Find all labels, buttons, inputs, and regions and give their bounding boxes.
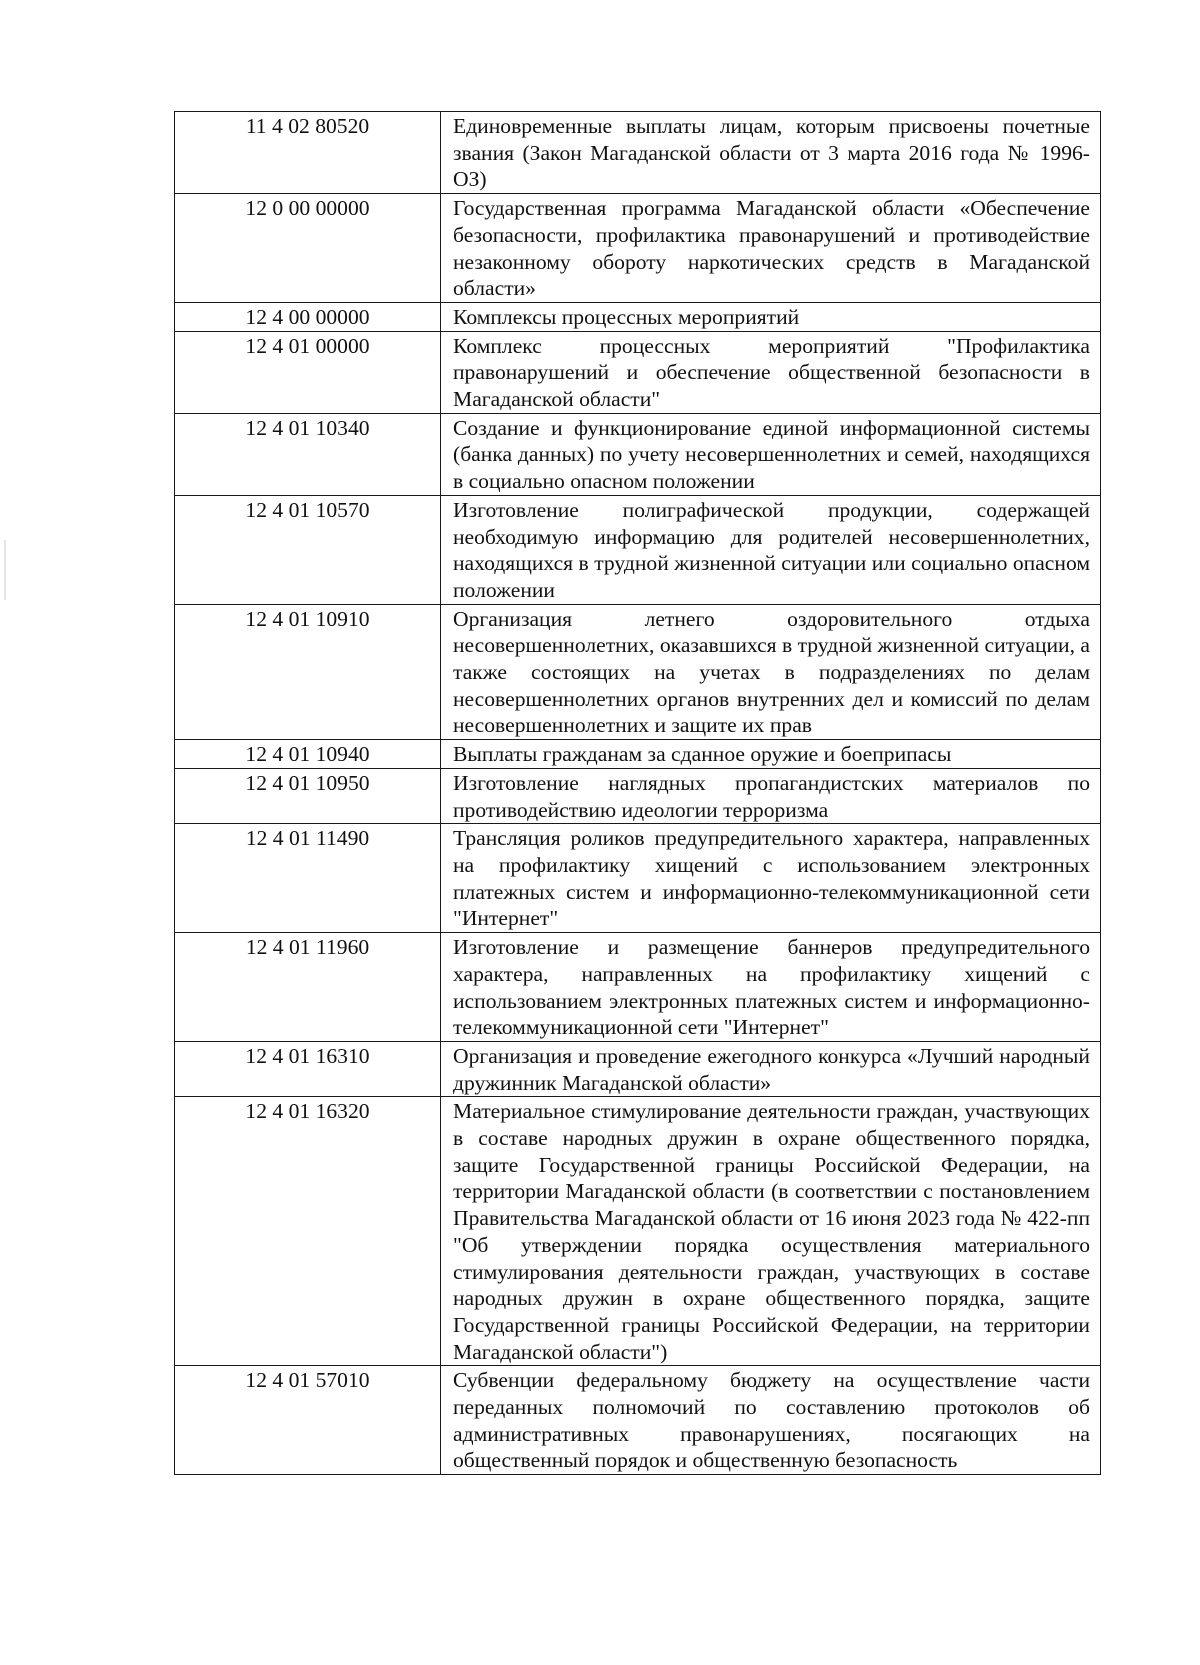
row-code: 12 0 00 00000: [175, 194, 441, 303]
row-description: Материальное стимулирование деятельности граждан, участвующих в составе народных дружин в охране общественного порядка, защите Государственной границы Российской Федерации, на территории Магаданской области (в соответствии с постановлением Правительства Магаданской области от 16 июня 2023 года № 422-пп "Об утверждении порядка осуществления материального стимулирования деятельности граждан, участвующих в составе народных дружин в охране общественного порядка, защите Государственной границы Российской Федерации, на территории Магаданской области"): [441, 1097, 1101, 1366]
table-row: [175, 1097, 1101, 1366]
table-row: [175, 824, 1101, 933]
table-row: [175, 413, 1101, 495]
table-row: [175, 331, 1101, 413]
table-row: [175, 933, 1101, 1042]
table-row: [175, 1366, 1101, 1475]
row-code: 12 4 01 11490: [175, 824, 441, 933]
table-row: [175, 740, 1101, 769]
table-row: [175, 112, 1101, 194]
row-description: Комплексы процессных мероприятий: [441, 302, 1101, 331]
row-description: Изготовление полиграфической продукции, содержащей необходимую информацию для родителей несовершеннолетних, находящихся в трудной жизненной ситуации или социально опасном положении: [441, 495, 1101, 604]
row-code: 11 4 02 80520: [175, 112, 441, 194]
row-code: 12 4 01 10910: [175, 604, 441, 740]
table-row: [175, 768, 1101, 823]
row-code: 12 4 01 00000: [175, 331, 441, 413]
row-code: 12 4 01 10950: [175, 768, 441, 823]
row-code: 12 4 01 10940: [175, 740, 441, 769]
row-description: Субвенции федеральному бюджету на осуществление части переданных полномочий по составлению протоколов об административных правонарушениях, посягающих на общественный порядок и общественную безопасность: [441, 1366, 1101, 1475]
row-description: Выплаты гражданам за сданное оружие и боеприпасы: [441, 740, 1101, 769]
row-description: Организация и проведение ежегодного конкурса «Лучший народный дружинник Магаданской области»: [441, 1041, 1101, 1096]
row-description: Государственная программа Магаданской области «Обеспечение безопасности, профилактика правонарушений и противодействие незаконному обороту наркотических средств в Магаданской области»: [441, 194, 1101, 303]
row-description: Создание и функционирование единой информационной системы (банка данных) по учету несовершеннолетних и семей, находящихся в социально опасном положении: [441, 413, 1101, 495]
row-description: Единовременные выплаты лицам, которым присвоены почетные звания (Закон Магаданской области от 3 марта 2016 года № 1996-ОЗ): [441, 112, 1101, 194]
table-row: [175, 302, 1101, 331]
table-row: [175, 495, 1101, 604]
row-code: 12 4 01 16310: [175, 1041, 441, 1096]
table-row: [175, 604, 1101, 740]
table-row: [175, 194, 1101, 303]
budget-classification-table: [174, 111, 1101, 1475]
row-description: Трансляция роликов предупредительного характера, направленных на профилактику хищений с использованием электронных платежных систем и информационно-телекоммуникационной сети "Интернет": [441, 824, 1101, 933]
row-description: Комплекс процессных мероприятий "Профилактика правонарушений и обеспечение общественной безопасности в Магаданской области": [441, 331, 1101, 413]
row-code: 12 4 01 11960: [175, 933, 441, 1042]
row-description: Изготовление наглядных пропагандистских материалов по противодействию идеологии терроризма: [441, 768, 1101, 823]
row-description: Организация летнего оздоровительного отдыха несовершеннолетних, оказавшихся в трудной жизненной ситуации, а также состоящих на учетах в подразделениях по делам несовершеннолетних органов внутренних дел и комиссий по делам несовершеннолетних и защите их прав: [441, 604, 1101, 740]
row-code: 12 4 01 10340: [175, 413, 441, 495]
row-description: Изготовление и размещение баннеров предупредительного характера, направленных на профилактику хищений с использованием электронных платежных систем и информационно-телекоммуникационной сети "Интернет": [441, 933, 1101, 1042]
row-code: 12 4 00 00000: [175, 302, 441, 331]
scan-margin-mark: [4, 540, 6, 600]
row-code: 12 4 01 16320: [175, 1097, 441, 1366]
row-code: 12 4 01 57010: [175, 1366, 441, 1475]
row-code: 12 4 01 10570: [175, 495, 441, 604]
table-row: [175, 1041, 1101, 1096]
